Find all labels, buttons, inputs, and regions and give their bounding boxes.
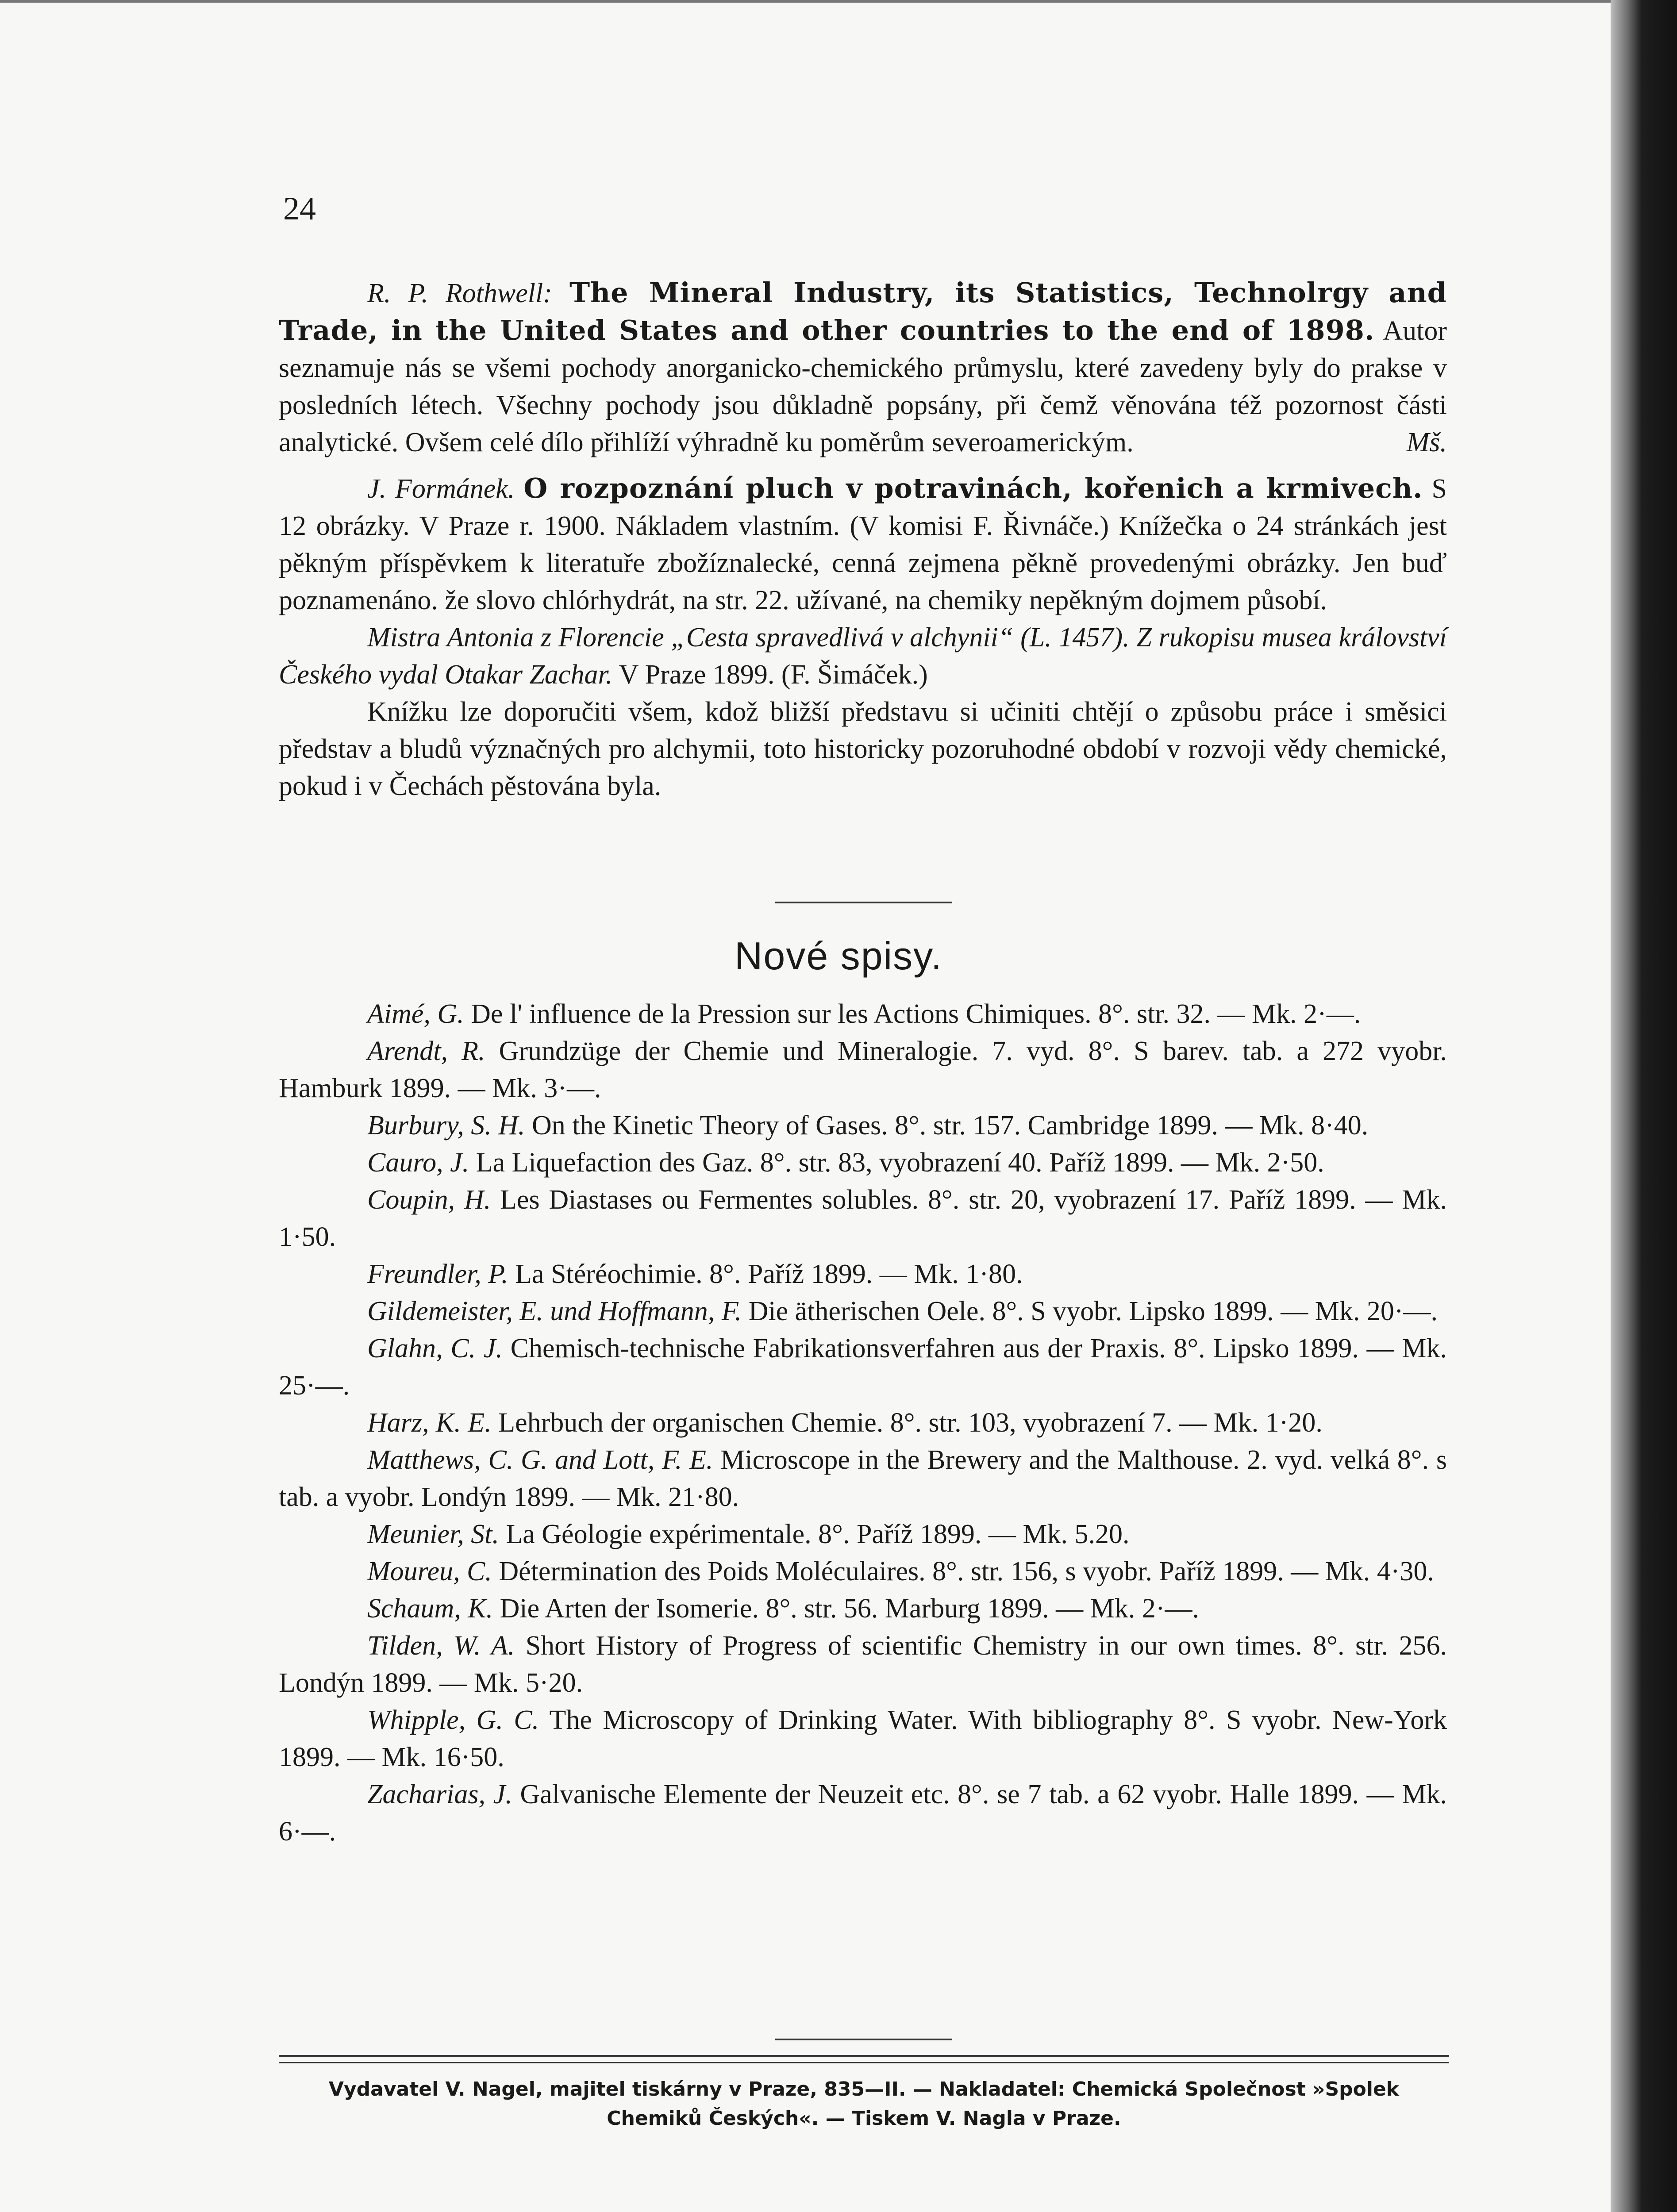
entry-author: Freundler, P. [367, 1259, 508, 1289]
entry-author: Coupin, H. [367, 1185, 491, 1215]
book-entry [279, 1033, 1447, 1107]
imprint-footer [279, 2075, 1449, 2133]
entry-author: Whipple, G. C. [367, 1705, 539, 1735]
review-rothwell [279, 274, 1447, 461]
entry-text: De l' influence de la Pression sur les Actions Chimiques. 8°. str. 32. — Mk. 2·—. [471, 999, 1361, 1029]
entry-author: Zacharias, J. [367, 1779, 512, 1809]
entry-text: Détermination des Poids Moléculaires. 8°. str. 156, s vyobr. Paříž 1899. — Mk. 4·30. [499, 1556, 1434, 1586]
entry-author: Harz, K. E. [367, 1408, 492, 1438]
book-entry [279, 1627, 1447, 1701]
entry-text: The Microscopy of Drinking Water. With bibliography 8°. S vyobr. New-York 1899. — Mk. 16·50. [279, 1705, 1447, 1772]
page-edge-shadow [1611, 0, 1677, 2212]
review-mistra [279, 619, 1447, 693]
review-signature: Mš. [1406, 427, 1447, 457]
entry-text: La Stéréochimie. 8°. Paříž 1899. — Mk. 1·80. [515, 1259, 1023, 1289]
review-body: S 12 obrázky. V Praze r. 1900. Nákladem vlastním. (V komisi F. Řivnáče.) Knížečka o 24 stránkách jest pěkným příspěvkem k literatuře zbožíznalecké, cenná zejmena pěkně provedenými obrázky. Jen buď poznamenáno. že slovo chlórhydrát, na str. 22. užívané, na chemiky nepěkným dojmem působí. [279, 474, 1447, 615]
review-body: Autor seznamuje nás se všemi pochody anorganicko-chemického průmyslu, které zavedeny byly do prakse v posledních létech. Všechny pochody jsou důkladně popsány, při čemž věnována též pozornost části analytické. Ovšem celé dílo přihlíží výhradně ku poměrům severoamerickým. [279, 316, 1447, 457]
reviews-section [279, 274, 1447, 805]
footer-rule [279, 2055, 1449, 2057]
imprint-line: Chemiků Českých«. — Tiskem V. Nagla v Praze. [607, 2107, 1121, 2130]
entry-text: Chemisch-technische Fabrikationsverfahren aus der Praxis. 8°. Lipsko 1899. — Mk. 25·—. [279, 1333, 1447, 1401]
review-publication: V Praze 1899. (F. Šimáček.) [619, 660, 928, 690]
entry-text: Die Arten der Isomerie. 8°. str. 56. Marburg 1899. — Mk. 2·—. [500, 1594, 1199, 1624]
entry-author: Gildemeister, E. und Hoffmann, F. [367, 1296, 742, 1326]
book-entry [279, 1256, 1447, 1293]
entry-text: Die ätherischen Oele. 8°. S vyobr. Lipsko 1899. — Mk. 20·—. [748, 1296, 1438, 1326]
divider [775, 902, 952, 903]
book-entry [279, 1776, 1447, 1850]
page-number: 24 [283, 191, 316, 227]
entry-text: Les Diastases ou Fermentes solubles. 8°. str. 20, vyobrazení 17. Paříž 1899. — Mk. 1·50. [279, 1185, 1447, 1252]
book-list [279, 995, 1447, 1850]
entry-text: On the Kinetic Theory of Gases. 8°. str. 157. Cambridge 1899. — Mk. 8·40. [532, 1110, 1369, 1141]
imprint-line: Vydavatel V. Nagel, majitel tiskárny v Praze, 835—II. — Nakladatel: Chemická Společnost »Spolek [328, 2078, 1400, 2101]
review-title: Mistra Antonia z Florencie „Cesta spravedlivá v alchynii“ (L. 1457). Z rukopisu musea království Českého vydal Otakar Zachar. [279, 622, 1447, 690]
book-entry [279, 1404, 1447, 1441]
book-entry [279, 1144, 1447, 1181]
entry-author: Aimé, G. [367, 999, 464, 1029]
footer-rule [279, 2062, 1449, 2063]
top-border [0, 0, 1611, 3]
entry-text: Lehrbuch der organischen Chemie. 8°. str. 103, vyobrazení 7. — Mk. 1·20. [498, 1408, 1323, 1438]
book-entry [279, 995, 1447, 1033]
entry-text: La Géologie expérimentale. 8°. Paříž 1899. — Mk. 5.20. [506, 1519, 1130, 1549]
entry-text: Microscope in the Brewery and the Malthouse. 2. vyd. velká 8°. s tab. a vyobr. Londýn 1899. — Mk. 21·80. [279, 1445, 1447, 1512]
review-mistra-body: Knížku lze doporučiti všem, kdož bližší představu si učiniti chtějí o způsobu práce i směsici představ a bludů význačných pro alchymii, toto historicky pozoruhodné období v rozvoji vědy chemické, pokud i v Čechách pěstována byla. [279, 697, 1447, 801]
book-entry [279, 1293, 1447, 1330]
divider [775, 2039, 952, 2040]
entry-author: Moureu, C. [367, 1556, 492, 1586]
entry-author: Meunier, St. [367, 1519, 499, 1549]
book-entry [279, 1181, 1447, 1256]
review-title: The Mineral Industry, its Statistics, Technolrgy and Trade, in the United States and other countries to the end of 1898. [279, 276, 1447, 346]
entry-author: Burbury, S. H. [367, 1110, 525, 1141]
entry-author: Schaum, K. [367, 1594, 493, 1624]
review-author: J. Formánek. [367, 474, 515, 504]
book-entry [279, 1516, 1447, 1553]
book-entry [279, 1590, 1447, 1627]
review-title: O rozpoznání pluch v potravinách, kořenich a krmivech. [523, 472, 1423, 504]
entry-author: Matthews, C. G. and Lott, F. E. [367, 1445, 713, 1475]
entry-author: Tilden, W. A. [367, 1631, 515, 1661]
entry-text: Galvanische Elemente der Neuzeit etc. 8°. se 7 tab. a 62 vyobr. Halle 1899. — Mk. 6·—. [279, 1779, 1447, 1847]
entry-text: La Liquefaction des Gaz. 8°. str. 83, vyobrazení 40. Paříž 1899. — Mk. 2·50. [476, 1148, 1324, 1178]
book-entry [279, 1330, 1447, 1404]
review-author: R. P. Rothwell: [367, 278, 552, 308]
section-heading: Nové spisy. [734, 934, 943, 978]
book-entry [279, 1701, 1447, 1776]
entry-text: Short History of Progress of scientific Chemistry in our own times. 8°. str. 256. Londýn 1899. — Mk. 5·20. [279, 1631, 1447, 1698]
book-entry [279, 1441, 1447, 1516]
entry-author: Arendt, R. [367, 1036, 485, 1066]
entry-author: Cauro, J. [367, 1148, 469, 1178]
book-entry [279, 1553, 1447, 1590]
entry-text: Grundzüge der Chemie und Mineralogie. 7. vyd. 8°. S barev. tab. a 272 vyobr. Hamburk 1899. — Mk. 3·—. [279, 1036, 1447, 1103]
review-formanek [279, 470, 1447, 619]
book-entry [279, 1107, 1447, 1144]
entry-author: Glahn, C. J. [367, 1333, 503, 1363]
